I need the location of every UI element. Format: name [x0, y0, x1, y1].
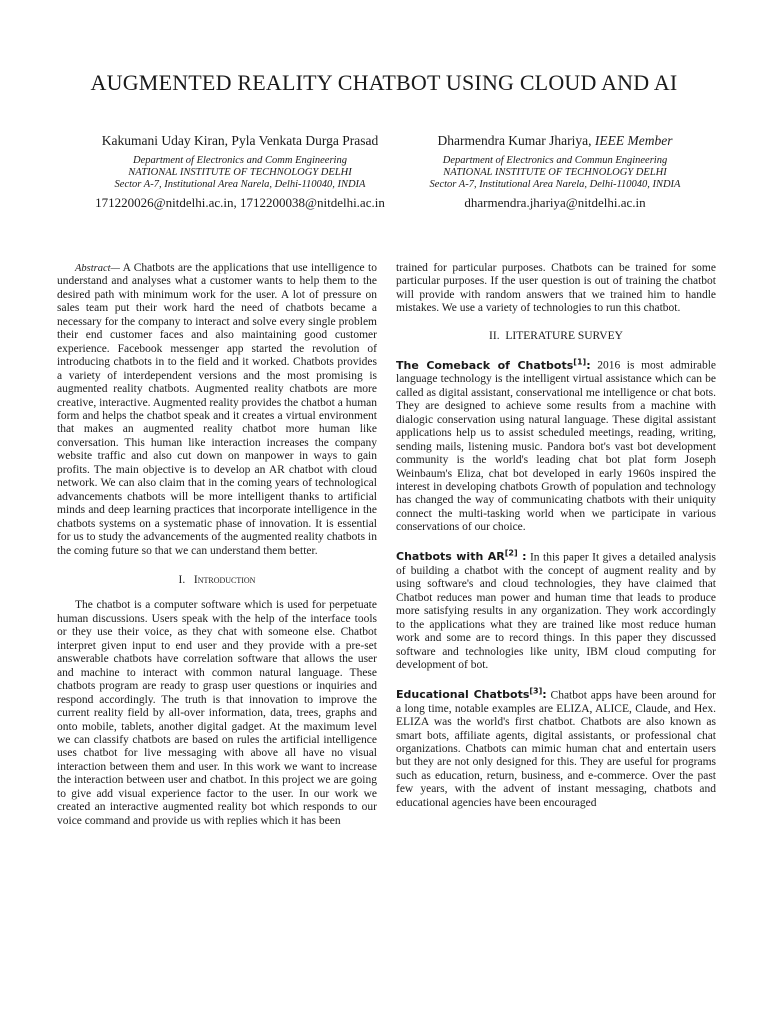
intro-continued: trained for particular purposes. Chatbots can be trained for some particular purposes. If the user question is out of training the chatbot will provide with random answers that we trained him to handle mistakes. We use a variety of technologies to run this chatbot.: [396, 262, 716, 315]
author-block-1: [40, 133, 440, 211]
author-addr: Sector A-7, Institutional Area Narela, Delhi-110040, INDIA: [429, 179, 681, 190]
right-column: [396, 262, 716, 810]
author-name: Kakumani Uday Kiran, Pyla Venkata Durga Prasad: [101, 133, 379, 148]
author-role: IEEE Member: [594, 133, 673, 148]
author-email[interactable]: dharmendra.jhariya@nitdelhi.ac.in: [464, 195, 646, 210]
lit-item-chatbots-ar: Chatbots with AR[2] : In this paper It gives a detailed analysis of building a chatbot with the concept of augment reality and by using software's and cloud technologies, they have claimed that Chatbot reduces man power and human time that leads to produce more satisfying results in any organization. They work accordingly to the applications what they are trained like most reduce human work and some are to record things. In this paper they discussed software and technologies like unity, IBM cloud computing for development of bot.: [396, 548, 716, 672]
author-addr: Sector A-7, Institutional Area Narela, Delhi-110040, INDIA: [114, 179, 366, 190]
author-dept: Department of Electronics and Comm Engineering: [133, 155, 347, 166]
section-heading-introduction: I. Introduction: [178, 573, 256, 586]
abstract: [57, 262, 377, 558]
author-block-2: [405, 133, 705, 211]
lit-item-educational: Educational Chatbots[3]: Chatbot apps have been around for a long time, notable examples are ELIZA, ALICE, Claude, and Hex. ELIZA was the world's first chatbot. Chatbots are also known as smart bots, affiliate agents, digital assistants, or professional chat organizations. Chatbots can mimic human chat and entertain users but they are not only designed for this. They are useful for programs such as education, return, business, and e-commerce. Over the past few years, with the advent of instant messaging, chatbots and educational agencies have been encouraged: [396, 686, 716, 809]
author-email[interactable]: 171220026@nitdelhi.ac.in, 1712200038@nitdelhi.ac.in: [95, 195, 385, 210]
author-inst: NATIONAL INSTITUTE OF TECHNOLOGY DELHI: [128, 167, 352, 178]
author-dept: Department of Electronics and Commun Engineering: [442, 155, 668, 166]
abstract-text: A Chatbots are the applications that use intelligence to understand and analyses what a customer wants to help them to the desired path with minimum work for the user. A lot of pressure on sales team put their work hard the need of chatbots became a necessary for the company to interact and solve every single problem their end customer faces and also maintaining good customer experience. Facebook messenger app started the revolution of introducing chatbots in to the field and it worked. Chatbots provides a variety of interdependent versions and the most promising is augmented reality chatbots. Augmented reality chatbots are more creative, interactive. Augmented reality provides the chatbot a human form and helps the chatbot speak and it creates a virtual environment that makes an augmented reality chatbot more human like conversation. This human like interaction increases the company website traffic and also cut down on manpower in ways to gain profits. The main objective is to develop an AR chatbot with cloud network. We can also claim that in the coming years of technological advancements chatbots will be more intelligent thanks to artificial minds and deep learning practices that incorporate intelligence in the chatbots systems on a systematic phase of innovation. It is essential for us to study the advancements of the augmented reality chatbots in the coming future so that we can understand them better.: [57, 262, 377, 557]
left-column: [57, 262, 377, 828]
author-inst: NATIONAL INSTITUTE OF TECHNOLOGY DELHI: [443, 167, 667, 178]
section-heading-literature: II. LITERATURE SURVEY: [489, 329, 623, 342]
lit-item-title: Chatbots with AR[2] :: [396, 548, 527, 564]
lit-item-comeback: The Comeback of Chatbots[1]: 2016 is most admirable language technology is the intelligent virtual assistance which can be called as digital assistant, conservational me intelligence or chat bots. They are designed to achieve some results from a machine with dialogic conservation using natural language. These digital assistant applications help us to assist scheduled meetings, reading, writing, sending mails, listening music. Pandora bot's vast bot development community is the world's leading chat bot plat form Joseph Weinbaum's Eliza, chat bot developed in early 1960s inspired the interest in developing chatbots Growth of population and technology has changed the way of communicating chatbots with their uniquity connect the multi-tasking world when we participate in various conservations of our choice.: [396, 357, 717, 534]
intro-paragraph: The chatbot is a computer software which is used for perpetuate human discussions. Users speak with the help of the interface tools or they use their voice, as they chat with someone else. Chatbot interpret given input to end user and they provide with a pre-set answerable chatbots have correlation software that allows the user and machine to interact with common natural language. These chatbots program are ready to grasp user questions or inquiries and respond accordingly. The truth is that innovation to improve the current reality field by all-over information, data, trees, graphs and onto mobile, tablets, another digital gadget. At the maximum level we can classify chatbots are based on rules the artificial intelligence uses chatbot for live messaging with above all have no visual interaction between them and user. In this work we want to increase the interaction between user and chatbot. In this project we are going to give add visual experience factor to the user. In our work we created an interactive augmented reality bot which responds to our voice command and provide us with replies which it has been: [57, 599, 377, 827]
abstract-label: Abstract—: [75, 263, 120, 274]
lit-item-title: Educational Chatbots[3]:: [396, 686, 547, 702]
author-name: Dharmendra Kumar Jhariya, IEEE Member: [437, 133, 673, 148]
paper-title: AUGMENTED REALITY CHATBOT USING CLOUD AND AI: [90, 70, 678, 95]
lit-item-title: The Comeback of Chatbots[1]:: [396, 357, 591, 372]
